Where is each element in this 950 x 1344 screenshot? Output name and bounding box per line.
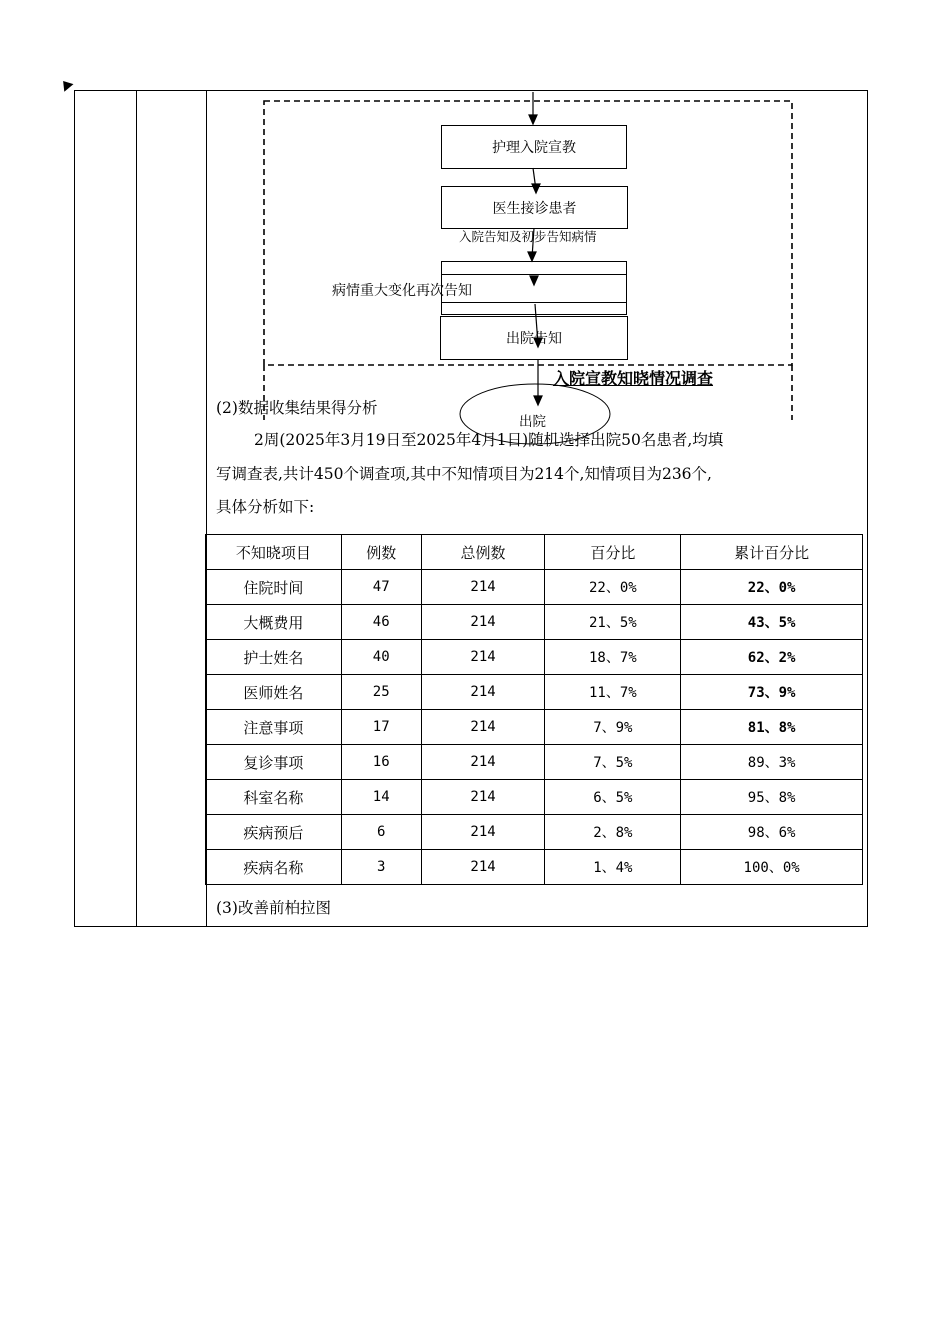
table-cell: 40 [341, 640, 421, 675]
table-cell: 注意事项 [206, 710, 342, 745]
table-cell: 89、3% [681, 745, 863, 780]
table-cell: 6 [341, 815, 421, 850]
table-cell: 214 [421, 710, 545, 745]
flow-step-label: 医生接诊患者 [492, 200, 577, 217]
flow-step-label: 出院告知 [506, 331, 562, 347]
table-cell: 214 [421, 570, 545, 605]
table-cell: 复诊事项 [206, 745, 342, 780]
unknown-items-table [205, 534, 863, 885]
table-header-cell: 例数 [341, 535, 421, 570]
table-cell: 214 [421, 605, 545, 640]
paragraph-line: 具体分析如下: [216, 498, 315, 516]
table-cell: 科室名称 [206, 780, 342, 815]
table-row [206, 710, 863, 745]
section-heading-pareto-before: (3)改善前柏拉图 [216, 899, 331, 917]
table-cell: 1、4% [545, 850, 681, 885]
table-row [206, 605, 863, 640]
survey-title-link[interactable]: 入院宣教知晓情况调查 [553, 369, 714, 388]
table-cell: 214 [421, 675, 545, 710]
table-cell: 7、5% [545, 745, 681, 780]
table-cell: 17 [341, 710, 421, 745]
table-cell: 22、0% [681, 570, 863, 605]
table-cell: 62、2% [681, 640, 863, 675]
table-cell: 住院时间 [206, 570, 342, 605]
paragraph-line: 2周(2025年3月19日至2025年4月1日)随机选择出院50名患者,均填 [254, 431, 724, 449]
table-cell: 214 [421, 850, 545, 885]
table-header-cell: 累计百分比 [681, 535, 863, 570]
table-cell: 疾病预后 [206, 815, 342, 850]
flow-step-discharge-notice [440, 316, 628, 360]
table-cell: 16 [341, 745, 421, 780]
table-cell: 护士姓名 [206, 640, 342, 675]
table-cell: 43、5% [681, 605, 863, 640]
flow-step-nursing-education [441, 125, 627, 169]
table-row [206, 780, 863, 815]
table-cell: 25 [341, 675, 421, 710]
table-header-cell: 总例数 [421, 535, 545, 570]
table-cell: 18、7% [545, 640, 681, 675]
table-cell: 3 [341, 850, 421, 885]
table-cell: 21、5% [545, 605, 681, 640]
table-header-cell: 不知晓项目 [206, 535, 342, 570]
table-cell: 95、8% [681, 780, 863, 815]
table-cell: 81、8% [681, 710, 863, 745]
table-cell: 214 [421, 640, 545, 675]
table-row [206, 815, 863, 850]
section-heading-data-analysis: (2)数据收集结果得分析 [216, 399, 378, 417]
flow-note-condition-change: 病情重大变化再次告知 [332, 283, 472, 299]
table-cell: 7、9% [545, 710, 681, 745]
table-cell: 医师姓名 [206, 675, 342, 710]
table-row [206, 570, 863, 605]
table-bottom-border [205, 926, 867, 927]
table-row [206, 745, 863, 780]
table-header-row [206, 535, 863, 570]
table-row [206, 850, 863, 885]
table-cell: 2、8% [545, 815, 681, 850]
flow-step-doctor-receives [441, 186, 628, 229]
table-cell: 22、0% [545, 570, 681, 605]
table-row [206, 640, 863, 675]
table-row [206, 675, 863, 710]
flow-step-label: 护理入院宣教 [492, 140, 576, 156]
table-cell: 6、5% [545, 780, 681, 815]
table-cell: 46 [341, 605, 421, 640]
table-cell: 100、0% [681, 850, 863, 885]
table-cell: 大概费用 [206, 605, 342, 640]
flow-end-label: 出院 [519, 414, 546, 430]
flow-note-admission-notice: 入院告知及初步告知病情 [459, 229, 597, 244]
table-cell: 11、7% [545, 675, 681, 710]
table-cell: 214 [421, 780, 545, 815]
table-cell: 疾病名称 [206, 850, 342, 885]
admission-flowchart [0, 0, 950, 470]
table-cell: 14 [341, 780, 421, 815]
table-header-cell: 百分比 [545, 535, 681, 570]
table-cell: 98、6% [681, 815, 863, 850]
table-cell: 47 [341, 570, 421, 605]
table-cell: 214 [421, 745, 545, 780]
table-cell: 214 [421, 815, 545, 850]
table-cell: 73、9% [681, 675, 863, 710]
paragraph-line: 写调查表,共计450个调查项,其中不知情项目为214个,知情项目为236个, [216, 465, 712, 483]
